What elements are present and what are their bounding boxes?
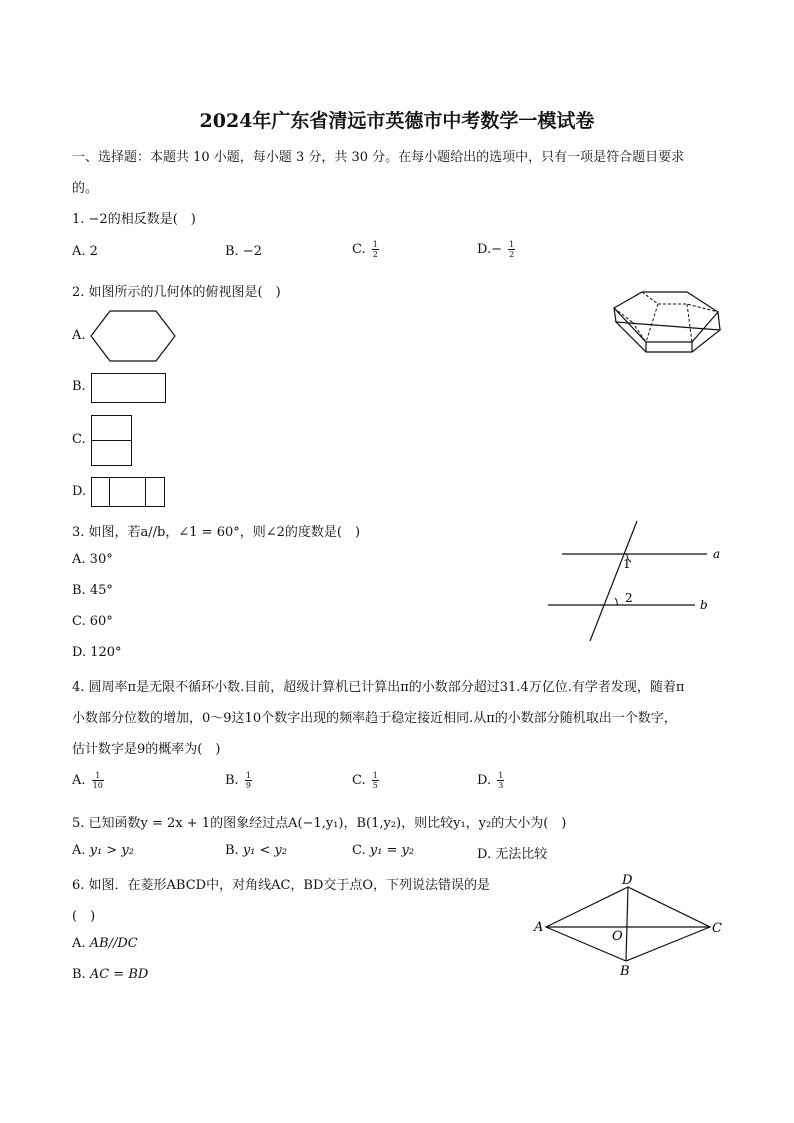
split-rectangle-option-shape xyxy=(91,415,132,466)
q2-option-a-label[interactable]: A. xyxy=(72,328,86,343)
q4-option-c[interactable]: C. $\frac{1}{5}$ xyxy=(352,771,378,790)
q5-stem: 5. 已知函数y = 2x + 1的图象经过点A(−1,y₁)，B(1,y₂)，则比较y₁，y₂的大小为( ) xyxy=(72,816,567,831)
q4-option-b[interactable]: B. $\frac{1}{9}$ xyxy=(225,771,251,790)
section-heading-cont: 的。 xyxy=(72,181,99,196)
q5-option-b[interactable]: B. y₁ < y₂ xyxy=(225,843,288,858)
page-title: 2024年广东省清远市英德市中考数学一模试卷 xyxy=(199,110,595,132)
fraction: $\frac{1}{10}$ xyxy=(92,771,103,790)
q1-option-c[interactable]: C. $\frac{1}{2}$ xyxy=(352,240,378,259)
q5-option-c[interactable]: C. y₁ = y₂ xyxy=(352,843,415,858)
q1-option-a[interactable]: A. 2 xyxy=(72,244,98,259)
three-part-rectangle-option-shape xyxy=(91,477,165,507)
q3-option-d[interactable]: D. 120° xyxy=(72,645,122,660)
angle2-label: 2 xyxy=(625,591,633,605)
fraction: $\frac{1}{5}$ xyxy=(372,771,378,790)
line-b-label: b xyxy=(700,598,708,612)
fraction: $\frac{1}{2}$ xyxy=(372,240,378,259)
q4-option-d[interactable]: D. $\frac{1}{3}$ xyxy=(477,771,504,790)
q2-option-d-label[interactable]: D. xyxy=(72,484,87,499)
q3-option-c[interactable]: C. 60° xyxy=(72,614,113,629)
q4-stem-line3: 估计数字是9的概率为( ) xyxy=(72,742,221,757)
line-a-label: a xyxy=(713,547,721,561)
hexagonal-prism-figure xyxy=(612,282,724,354)
center-o-label: O xyxy=(612,929,623,944)
rhombus-figure xyxy=(530,870,730,980)
q2-option-b-label[interactable]: B. xyxy=(72,379,86,394)
fraction: $\frac{1}{9}$ xyxy=(245,771,251,790)
q5-option-a[interactable]: A. y₁ > y₂ xyxy=(72,843,134,858)
q6-stem-line1: 6. 如图．在菱形ABCD中，对角线AC，BD交于点O，下列说法错误的是 xyxy=(72,878,491,893)
q6-option-a[interactable]: A. AB//DC xyxy=(72,936,138,951)
q2-stem: 2. 如图所示的几何体的俯视图是( ) xyxy=(72,285,281,300)
q5-option-d[interactable]: D. 无法比较 xyxy=(477,847,548,862)
parallel-lines-figure xyxy=(545,518,725,646)
q6-option-b[interactable]: B. AC = BD xyxy=(72,967,149,982)
angle1-label: 1 xyxy=(623,557,631,571)
q3-option-b[interactable]: B. 45° xyxy=(72,583,113,598)
q4-option-a[interactable]: A. $\frac{1}{10}$ xyxy=(72,771,103,790)
q1-option-d[interactable]: D.− $\frac{1}{2}$ xyxy=(477,240,515,259)
q3-stem: 3. 如图，若a//b，∠1 = 60°，则∠2的度数是( ) xyxy=(72,525,361,540)
vertex-c-label: C xyxy=(712,921,722,936)
vertex-d-label: D xyxy=(622,873,633,888)
q1-stem: 1. −2的相反数是( ) xyxy=(72,212,196,227)
section-heading: 一、选择题：本题共 10 小题，每小题 3 分，共 30 分。在每小题给出的选项中，只有一项是符合题目要求 xyxy=(72,150,685,165)
fraction: $\frac{1}{3}$ xyxy=(498,771,504,790)
vertex-a-label: A xyxy=(534,920,544,935)
q4-stem-line1: 4. 圆周率π是无限不循环小数.目前，超级计算机已计算出π的小数部分超过31.4万亿位.有学者发现，随着π xyxy=(72,680,685,695)
q3-option-a[interactable]: A. 30° xyxy=(72,552,113,567)
rectangle-option-shape xyxy=(91,373,166,403)
vertex-b-label: B xyxy=(620,964,630,979)
hexagon-option-shape xyxy=(90,310,176,362)
q1-option-b[interactable]: B. −2 xyxy=(225,244,262,259)
q4-stem-line2: 小数部分位数的增加，0～9这10个数字出现的频率趋于稳定接近相同.从π的小数部分随机取出一个数字， xyxy=(72,711,677,726)
q6-stem-line2: ( ) xyxy=(72,909,96,924)
q2-option-c-label[interactable]: C. xyxy=(72,432,86,447)
fraction: $\frac{1}{2}$ xyxy=(509,240,515,259)
